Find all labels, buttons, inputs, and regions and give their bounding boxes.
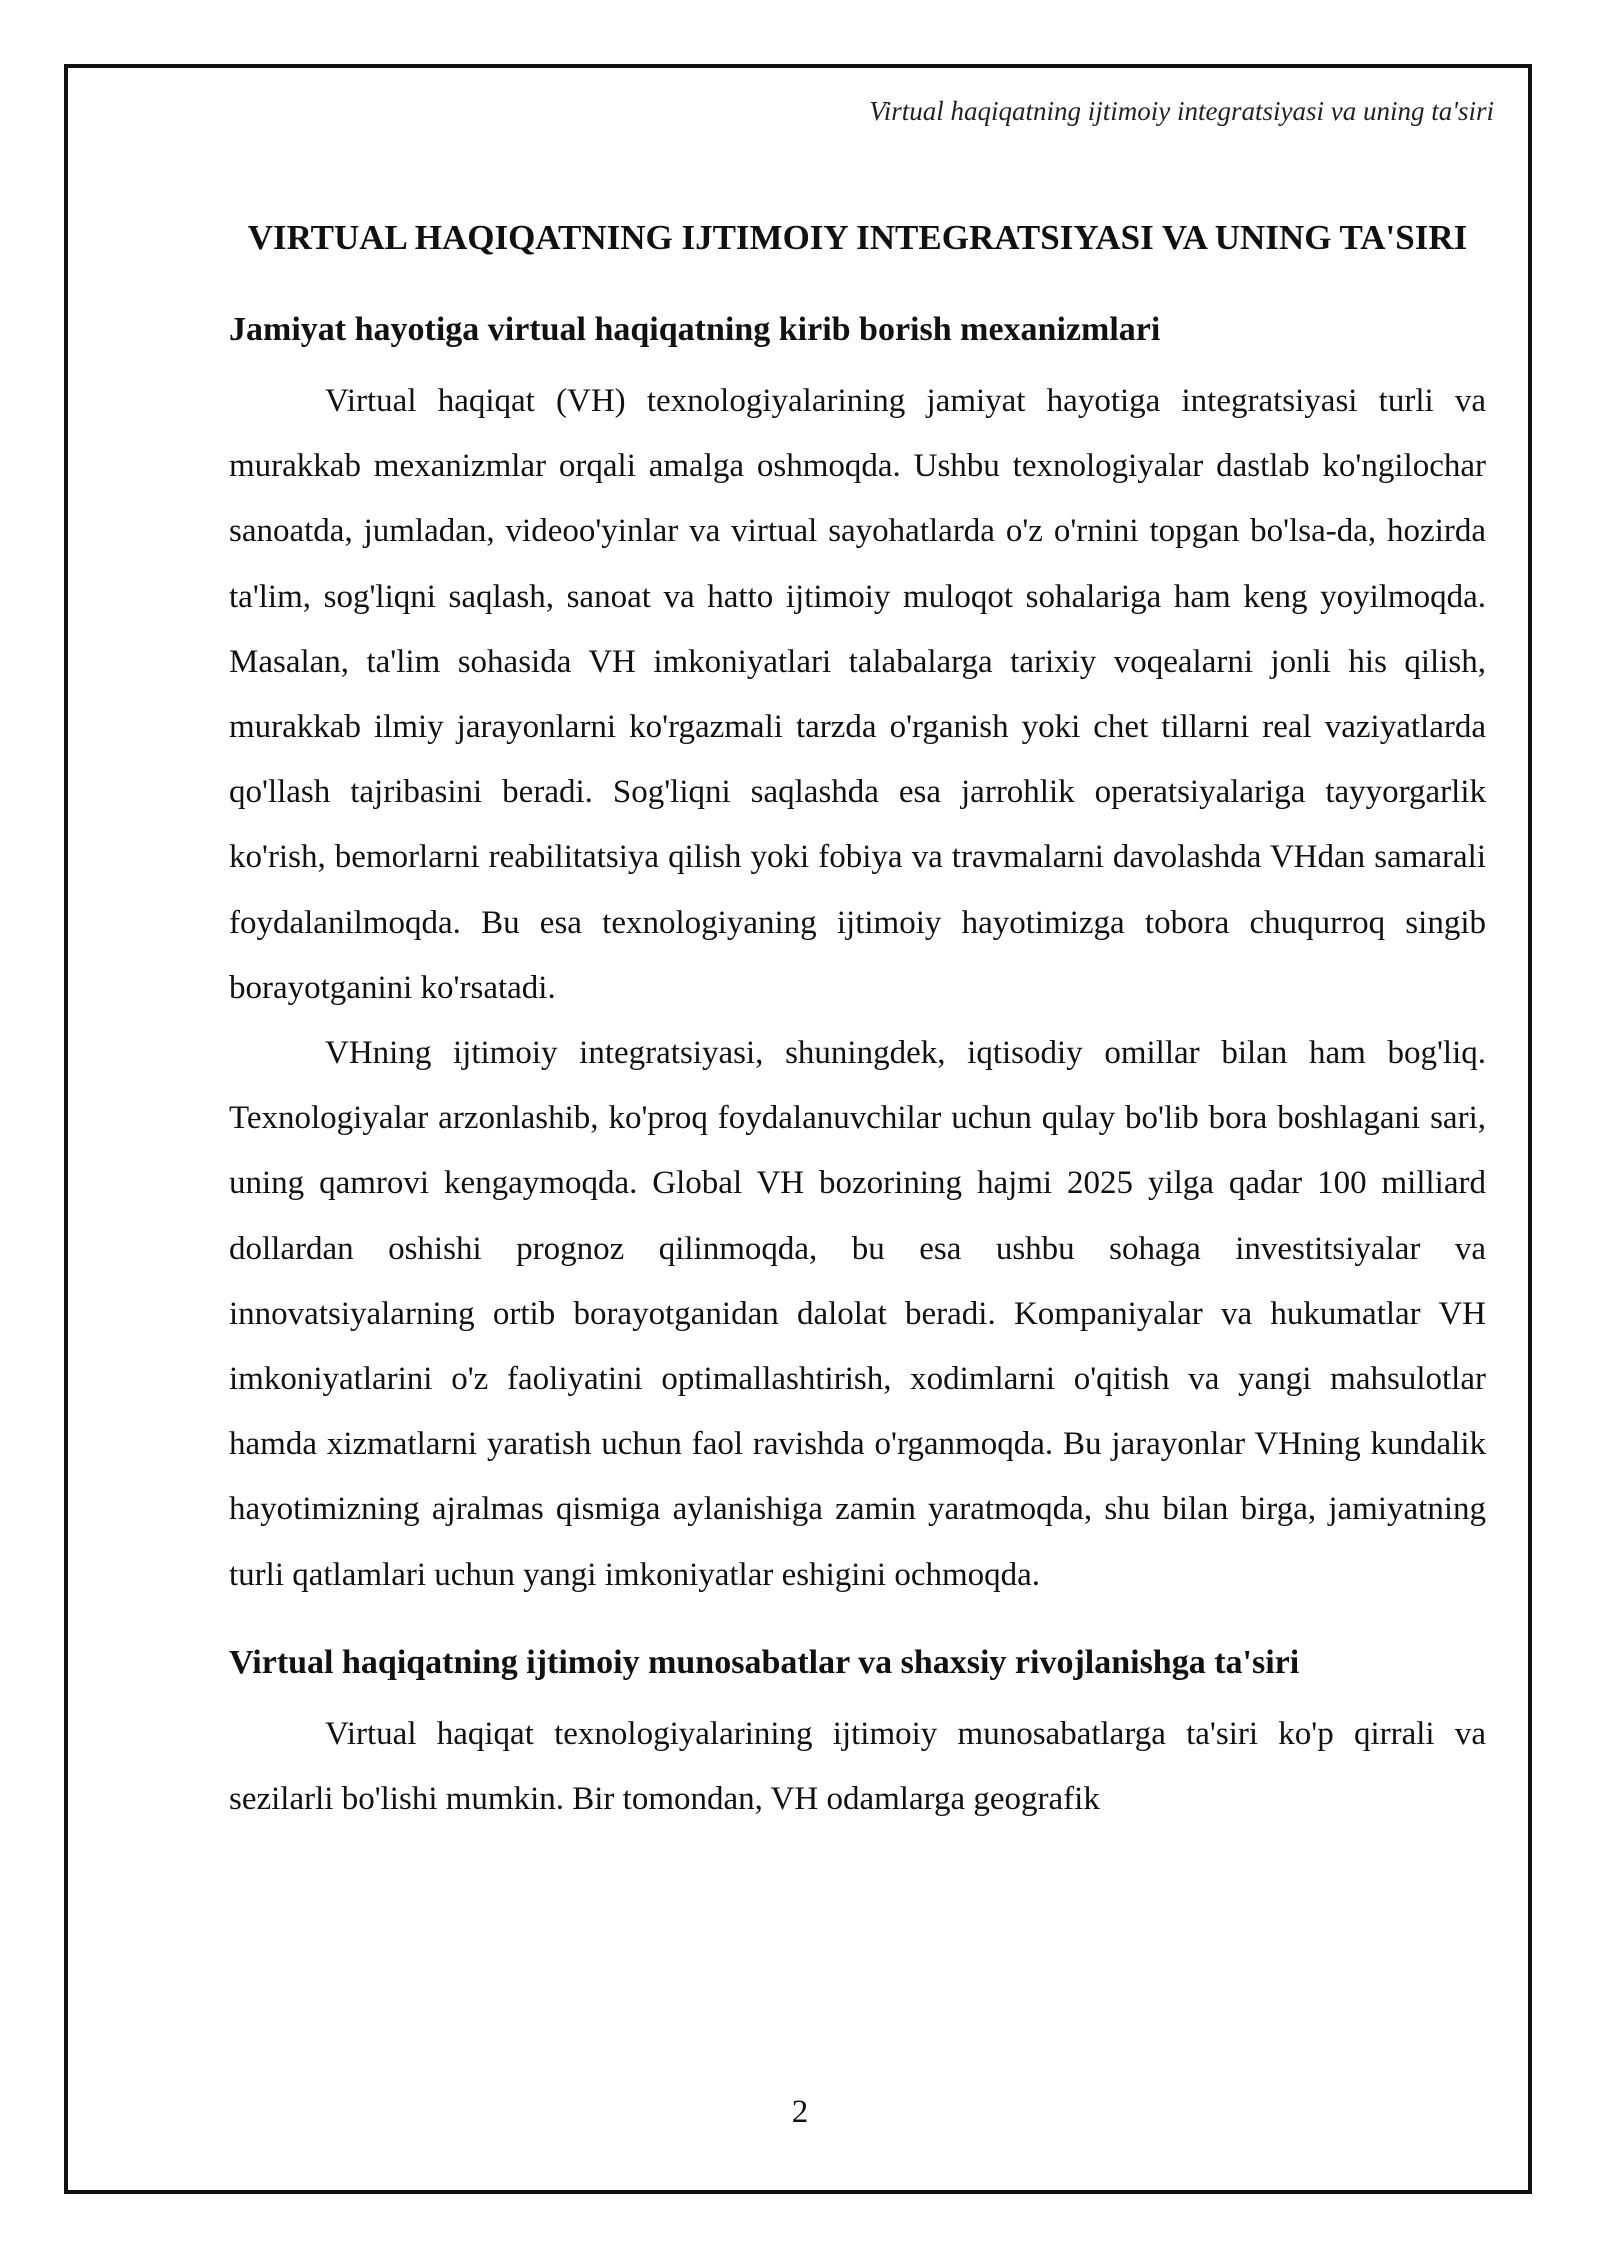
page-number: 2 xyxy=(791,2094,809,2130)
paragraph-3: Virtual haqiqat texnologiyalarining ijtimoiy munosabatlarga ta'siri ko'p qirrali va sezilarli bo'lishi mumkin. Bir tomondan, VH odamlarga geografik xyxy=(229,1715,1486,1818)
running-header: Virtual haqiqatning ijtimoiy integratsiyasi va uning ta'siri xyxy=(869,96,1494,126)
section-heading-2: Virtual haqiqatning ijtimoiy munosabatlar va shaxsiy rivojlanishga ta'siri xyxy=(229,1643,1300,1681)
section-heading-1: Jamiyat hayotiga virtual haqiqatning kirib borish mexanizmlari xyxy=(229,311,1161,348)
document-body xyxy=(229,205,1486,1832)
paragraph-2: VHning ijtimoiy integratsiyasi, shuningdek, iqtisodiy omillar bilan ham bog'liq. Texnologiyalar arzonlashib, ko'proq foydalanuvchilar uchun qulay bo'lib bora boshlagani sari, uning qamrovi kengaymoqda. Global VH bozorining hajmi 2025 yilga qadar 100 milliard dollardan oshishi prognoz qilinmoqda, bu esa ushbu sohaga investitsiyalar va innovatsiyalarning ortib borayotganidan dalolat beradi. Kompaniyalar va hukumatlar VH imkoniyatlarini o'z faoliyatini optimallashtirish, xodimlarni o'qitish va yangi mahsulotlar hamda xizmatlarni yaratish uchun faol ravishda o'rganmoqda. Bu jarayonlar VHning kundalik hayotimizning ajralmas qismiga aylanishiga zamin yaratmoqda, shu bilan birga, jamiyatning turli qatlamlari uchun yangi imkoniyatlar eshigini ochmoqda. xyxy=(229,1035,1486,1593)
paragraph-1: Virtual haqiqat (VH) texnologiyalarining jamiyat hayotiga integratsiyasi turli va murakkab mexanizmlar orqali amalga oshmoqda. Ushbu texnologiyalar dastlab ko'ngilochar sanoatda, jumladan, videoo'yinlar va virtual sayohatlarda o'z o'rnini topgan bo'lsa-da, hozirda ta'lim, sog'liqni saqlash, sanoat va hatto ijtimoiy muloqot sohalariga ham keng yoyilmoqda. Masalan, ta'lim sohasida VH imkoniyatlari talabalarga tarixiy voqealarni jonli his qilish, murakkab ilmiy jarayonlarni ko'rgazmali tarzda o'rganish yoki chet tillarni real vaziyatlarda qo'llash tajribasini beradi. Sog'liqni saqlashda esa jarrohlik operatsiyalariga tayyorgarlik ko'rish, bemorlarni reabilitatsiya qilish yoki fobiya va travmalarni davolashda VHdan samarali foydalanilmoqda. Bu esa texnologiyaning ijtimoiy hayotimizga tobora chuqurroq singib borayotganini ko'rsatadi. xyxy=(229,383,1486,1006)
document-title: VIRTUAL HAQIQATNING IJTIMOIY INTEGRATSIYASI VA UNING TA'SIRI xyxy=(247,218,1468,257)
